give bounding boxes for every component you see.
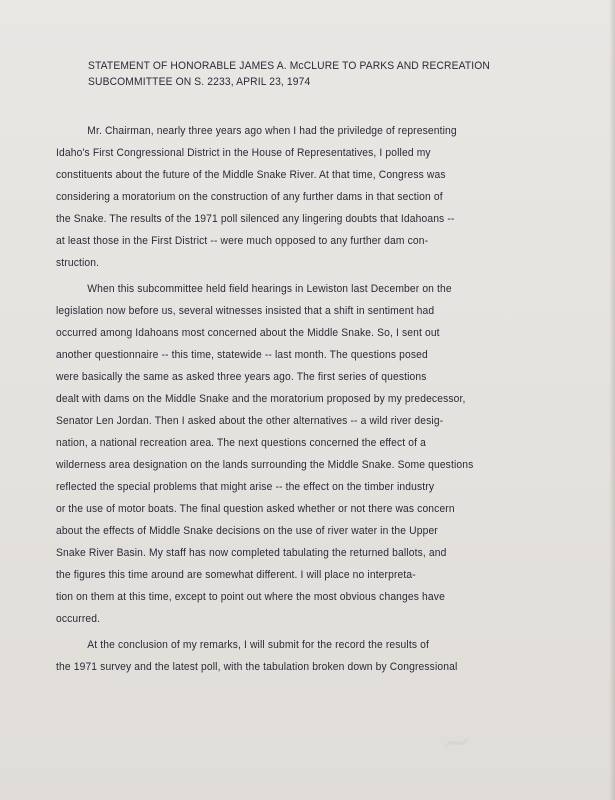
text-line: the Snake. The results of the 1971 poll silenced any lingering doubts that Idahoans -- xyxy=(56,213,455,225)
text-line: At the conclusion of my remarks, I will submit for the record the results of xyxy=(87,639,429,651)
text-line: dealt with dams on the Middle Snake and the moratorium proposed by my predecessor, xyxy=(56,393,466,405)
text-line: Senator Len Jordan. Then I asked about the other alternatives -- a wild river desig- xyxy=(56,415,444,427)
show-through-mark: ~ xyxy=(435,717,477,767)
text-line: wilderness area designation on the lands surrounding the Middle Snake. Some questions xyxy=(56,459,474,471)
text-line: constituents about the future of the Middle Snake River. At that time, Congress was xyxy=(56,169,446,181)
text-line: about the effects of Middle Snake decisions on the use of river water in the Upper xyxy=(56,525,438,537)
text-line: legislation now before us, several witnesses insisted that a shift in sentiment had xyxy=(56,305,435,317)
text-line: occurred among Idahoans most concerned about the Middle Snake. So, I sent out xyxy=(56,327,440,339)
paragraph-2 xyxy=(56,278,571,630)
text-line: the figures this time around are somewhat different. I will place no interpreta- xyxy=(56,569,416,581)
text-line: were basically the same as asked three years ago. The first series of questions xyxy=(56,371,427,383)
text-line: struction. xyxy=(56,257,100,269)
text-line: considering a moratorium on the construction of any further dams in that section of xyxy=(56,191,443,203)
text-line: Snake River Basin. My staff has now completed tabulating the returned ballots, and xyxy=(56,547,447,559)
text-line: nation, a national recreation area. The next questions concerned the effect of a xyxy=(56,437,426,449)
text-line: the 1971 survey and the latest poll, with the tabulation broken down by Congressional xyxy=(56,661,458,673)
text-line: When this subcommittee held field hearings in Lewiston last December on the xyxy=(87,283,452,295)
paragraph-1 xyxy=(56,120,571,274)
text-line: occurred. xyxy=(56,613,101,625)
page-edge-shadow xyxy=(609,0,615,800)
heading-line-1: STATEMENT OF HONORABLE JAMES A. McCLURE TO PARKS AND RECREATION xyxy=(88,60,490,72)
text-line: another questionnaire -- this time, statewide -- last month. The questions posed xyxy=(56,349,428,361)
text-line: Idaho's First Congressional District in the House of Representatives, I polled my xyxy=(56,147,431,159)
heading-line-2: SUBCOMMITTEE ON S. 2233, APRIL 23, 1974 xyxy=(88,76,311,88)
text-line: at least those in the First District -- were much opposed to any further dam con- xyxy=(56,235,429,247)
document-body xyxy=(56,120,571,678)
text-line: tion on them at this time, except to point out where the most obvious changes have xyxy=(56,591,445,603)
text-line: Mr. Chairman, nearly three years ago when I had the priviledge of representing xyxy=(87,125,457,137)
document-heading xyxy=(88,58,548,90)
paragraph-3 xyxy=(56,634,571,678)
text-line: or the use of motor boats. The final question asked whether or not there was concern xyxy=(56,503,455,515)
text-line: reflected the special problems that might arise -- the effect on the timber industry xyxy=(56,481,435,493)
